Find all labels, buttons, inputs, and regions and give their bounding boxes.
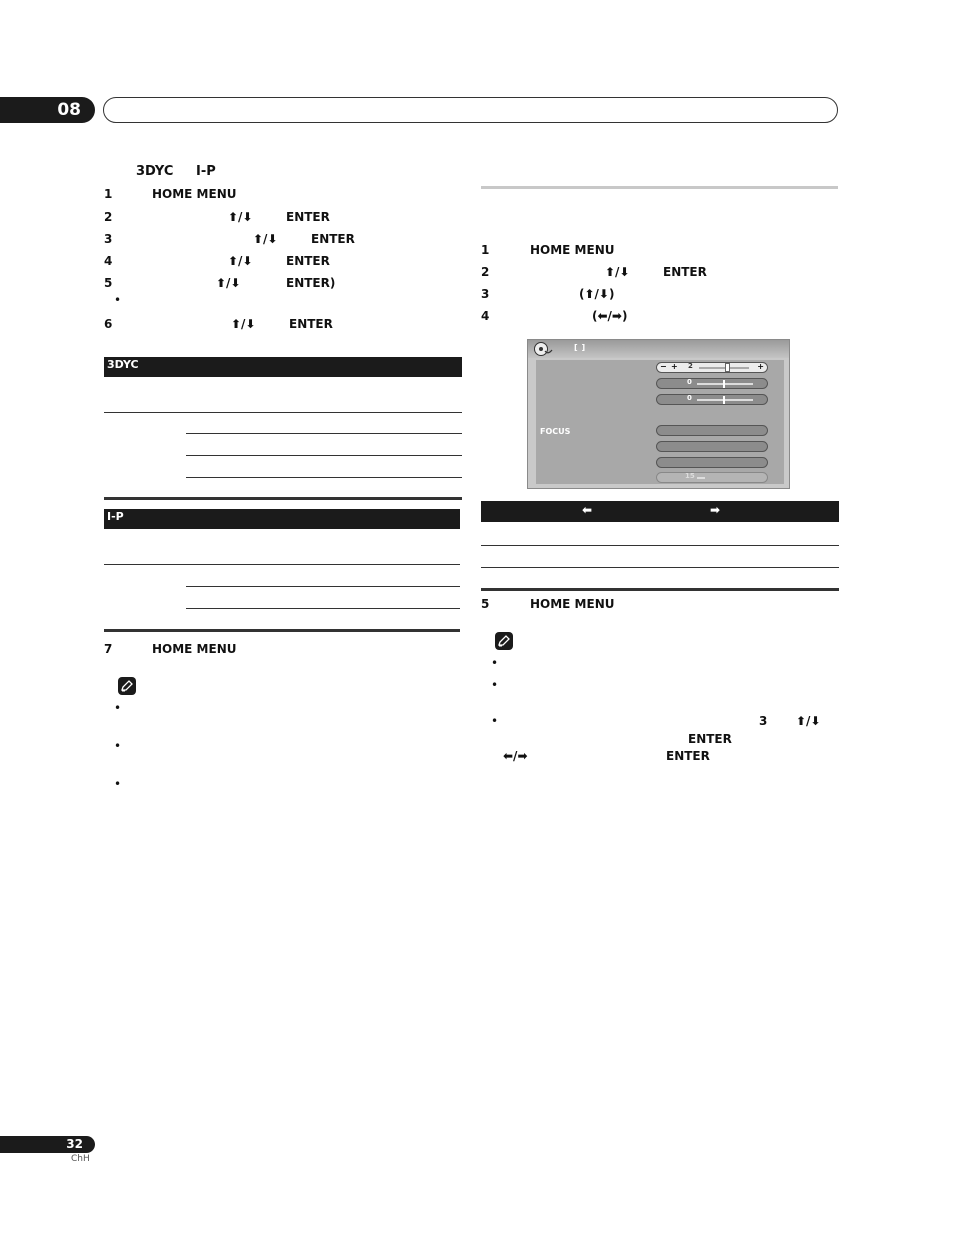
pencil-note-icon [495, 632, 513, 650]
chapter-title-bar [103, 97, 838, 123]
osd-value: 15 [685, 472, 695, 480]
key-enter: ENTER [663, 265, 707, 279]
table-rule [481, 567, 839, 568]
osd-slider-knob [725, 363, 730, 372]
key-enter: ENTER [666, 749, 710, 763]
right-arrow-icon: ➡ [710, 503, 721, 517]
bullet: • [491, 656, 499, 670]
step-number: 5 [104, 276, 113, 290]
key-home-menu: HOME MENU [530, 597, 615, 611]
bullet: • [491, 714, 499, 728]
table-bottom-rule [104, 629, 460, 632]
key-arrows: ⬆/⬇ [216, 276, 241, 290]
osd-slider-track [697, 399, 753, 401]
osd-menu-body [536, 360, 784, 484]
section-heading-ip: I-P [196, 164, 216, 179]
table-rule [104, 564, 460, 565]
plus-icon: + [757, 362, 764, 371]
osd-title-bar [528, 340, 789, 358]
osd-option-pill[interactable] [656, 441, 768, 452]
section-rule [481, 186, 838, 189]
step-number: 3 [104, 232, 113, 246]
osd-screen [527, 339, 790, 489]
table-rule [186, 433, 462, 434]
key-arrows: (⬅/➡) [592, 309, 628, 323]
step-number: 3 [481, 287, 490, 301]
plus-icon: + [671, 362, 678, 371]
step-number: 6 [104, 317, 113, 331]
osd-option-pill[interactable] [656, 425, 768, 436]
chapter-tab: 08 [0, 97, 95, 123]
osd-slider-track [697, 383, 753, 385]
osd-slider-track [699, 367, 749, 369]
language-code: ChH [71, 1154, 90, 1164]
table-bottom-rule [481, 588, 839, 591]
table-rule [186, 477, 462, 478]
osd-value: 2 [688, 362, 693, 370]
key-arrows: ⬆/⬇ [605, 265, 630, 279]
key-enter: ENTER [289, 317, 333, 331]
osd-title-bracket: [ ] [574, 343, 586, 352]
step-number: 4 [481, 309, 490, 323]
key-enter: ENTER [286, 210, 330, 224]
pencil-note-icon [118, 677, 136, 695]
table-header-ip: I-P [104, 509, 460, 529]
key-enter: ENTER [286, 254, 330, 268]
step-number: 5 [481, 597, 490, 611]
key-home-menu: HOME MENU [152, 642, 237, 656]
key-arrows: (⬆/⬇) [579, 287, 615, 301]
osd-stepper-pill[interactable] [656, 362, 768, 373]
step-number: 1 [104, 187, 113, 201]
table-rule [186, 586, 460, 587]
bullet: • [114, 701, 122, 715]
key-enter: ENTER) [286, 276, 336, 290]
key-enter: ENTER [688, 732, 732, 746]
key-arrows: ⬆/⬇ [253, 232, 278, 246]
key-arrows: ⬆/⬇ [796, 714, 821, 728]
osd-value: 0 [687, 378, 692, 386]
bullet: • [114, 293, 122, 307]
osd-slider-pill[interactable] [656, 378, 768, 389]
step-number: 2 [481, 265, 490, 279]
table-rule [104, 412, 462, 413]
key-enter: ENTER [311, 232, 355, 246]
step-number: 2 [104, 210, 113, 224]
page-number: 32 [0, 1136, 95, 1153]
disc-icon [533, 341, 555, 357]
osd-disabled-pill [656, 472, 768, 483]
table-header-3dyc: 3DYC [104, 357, 462, 377]
key-arrows: ⬅/➡ [503, 749, 528, 763]
table-rule [186, 455, 462, 456]
osd-value: 0 [687, 394, 692, 402]
osd-slider-knob [723, 396, 725, 404]
step-number: 4 [104, 254, 113, 268]
key-arrows: ⬆/⬇ [231, 317, 256, 331]
bullet: • [114, 739, 122, 753]
osd-level-fill [697, 477, 705, 479]
key-arrows: ⬆/⬇ [228, 254, 253, 268]
table-header [481, 501, 839, 522]
step-number: 1 [481, 243, 490, 257]
minus-icon: − [660, 362, 667, 371]
step-number: 7 [104, 642, 113, 656]
table-rule [186, 608, 460, 609]
table-bottom-rule [104, 497, 462, 500]
bullet: • [491, 678, 499, 692]
section-heading-3dyc: 3DYC [136, 164, 174, 179]
key-arrows: ⬆/⬇ [228, 210, 253, 224]
osd-option-pill[interactable] [656, 457, 768, 468]
table-rule [481, 545, 839, 546]
bullet: • [114, 777, 122, 791]
osd-slider-pill[interactable] [656, 394, 768, 405]
osd-slider-knob [723, 380, 725, 388]
osd-focus-label: FOCUS [540, 427, 571, 436]
left-arrow-icon: ⬅ [582, 503, 593, 517]
key-home-menu: HOME MENU [152, 187, 237, 201]
step-ref-number: 3 [759, 714, 768, 728]
key-home-menu: HOME MENU [530, 243, 615, 257]
